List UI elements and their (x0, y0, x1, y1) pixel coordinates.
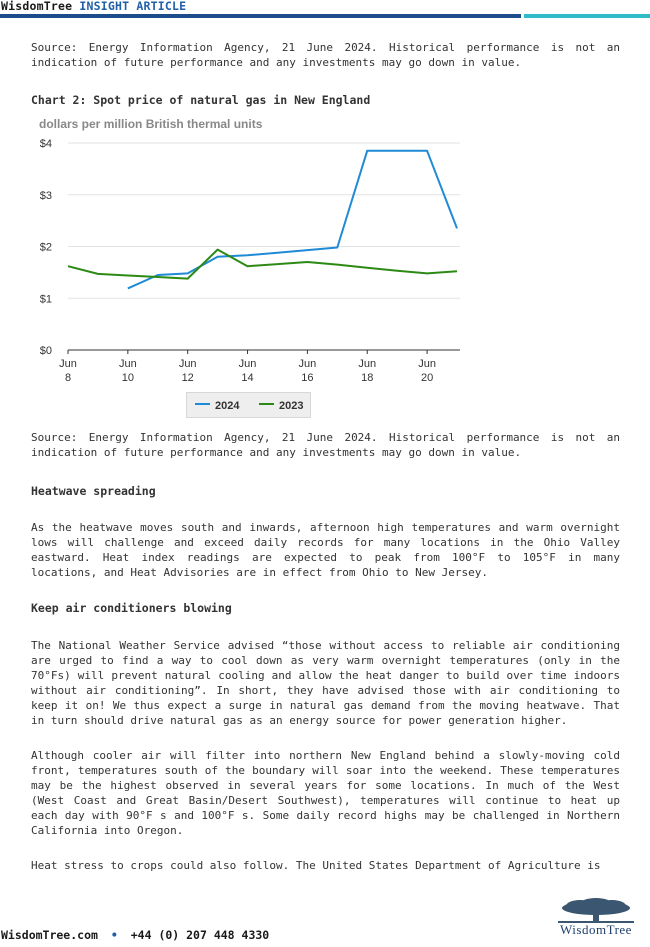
x-tick-label: 20 (420, 372, 434, 384)
line-chart (30, 112, 470, 387)
article-label: INSIGHT ARTICLE (79, 0, 187, 13)
chart-legend (186, 392, 311, 418)
page-header (0, 0, 650, 20)
header-rule-light (524, 14, 650, 18)
chart-series (68, 151, 457, 289)
x-tick-label: 16 (301, 372, 314, 384)
chart-gridlines (68, 143, 460, 350)
x-tick-label: Jun (59, 358, 77, 370)
y-tick-label: $1 (39, 293, 52, 306)
header-brand (1, 0, 186, 13)
x-tick-label: 14 (241, 372, 254, 384)
section-heading-air-conditioners: Keep air conditioners blowing (31, 601, 232, 615)
footer-site-link[interactable]: WisdomTree.com (1, 928, 98, 942)
legend-item-2024[interactable] (195, 400, 239, 412)
y-axis-ticks (40, 138, 52, 357)
page-footer (1, 928, 269, 942)
x-tick-label: Jun (118, 358, 137, 370)
chart-title: Chart 2: Spot price of natural gas in New England (31, 93, 371, 107)
paragraph-crop-stress: Heat stress to crops could also follow. The United States Department of Agriculture is (31, 859, 601, 872)
legend-item-2023[interactable] (259, 400, 303, 412)
x-tick-label: Jun (178, 358, 197, 370)
source-note-top: Source: Energy Information Agency, 21 June 2024. Historical performance is not an indication of future performance and any investments may go down in value. (31, 41, 620, 69)
paragraph-cold-front: Although cooler air will filter into northern New England behind a slowly-moving cold front, temperatures south of the boundary will soar into the weekend. These temperatures may be the highest observed in several years for some locations. In much of the West (West Coast and Great Basin/Desert Southwest), temperatures will continue to heat up each day with 90°F s and 100°F s. Some daily record highs may be challenged in Northern California into Oregon. (31, 749, 620, 837)
y-tick-label: $4 (39, 138, 52, 150)
header-rule-dark (0, 14, 521, 18)
brand-name: WisdomTree (1, 0, 73, 13)
chart-ylabel: dollars per million British thermal units (39, 117, 263, 131)
x-axis-ticks (59, 350, 436, 384)
section-heading-heatwave: Heatwave spreading (31, 484, 156, 498)
logo-wordmark: WisdomTree (560, 922, 632, 937)
wisdomtree-logo (544, 898, 648, 940)
x-tick-label: Jun (238, 358, 257, 370)
y-tick-label: $3 (39, 189, 52, 202)
legend-label-2024: 2024 (215, 400, 240, 412)
y-tick-label: $2 (39, 241, 52, 254)
legend-swatch-2024 (195, 403, 210, 405)
x-tick-label: 8 (64, 372, 72, 384)
tree-icon (544, 898, 648, 924)
paragraph-nws-advice: The National Weather Service advised “those without access to reliable air conditioning are urged to find a way to cool down as very warm overnight temperatures (only in the 70°Fs) will prevent natural cooling and allow the heat danger to build over time indoors without air conditioning”. In short, they have advised those with air conditioning to keep it on! We thus expect a surge in natural gas demand from the moving heatwave. That in turn should drive natural gas as an energy source for power generation higher. (31, 639, 620, 727)
x-tick-label: Jun (298, 358, 317, 370)
series-line-2024 (128, 151, 457, 289)
x-tick-label: Jun (358, 358, 377, 370)
legend-swatch-2023 (259, 403, 274, 405)
paragraph-heatwave: As the heatwave moves south and inwards, afternoon high temperatures and warm overnight lows will challenge and exceed daily records for many locations in the Ohio Valley eastward. Heat index readings are expected to peak from 100°F to 105°F in many locations, and Heat Advisories are in effect from Ohio to New Jersey. (31, 521, 620, 579)
footer-phone: +44 (0) 207 448 4330 (130, 928, 270, 942)
y-tick-label: $0 (39, 345, 52, 357)
x-tick-label: 12 (181, 372, 194, 384)
footer-separator: • (110, 928, 118, 942)
x-tick-label: 10 (121, 372, 134, 384)
x-tick-label: Jun (418, 358, 436, 370)
source-note-bottom: Source: Energy Information Agency, 21 June 2024. Historical performance is not an indication of future performance and any investments may go down in value. (31, 431, 620, 459)
legend-label-2023: 2023 (279, 400, 304, 412)
x-tick-label: 18 (361, 372, 374, 384)
